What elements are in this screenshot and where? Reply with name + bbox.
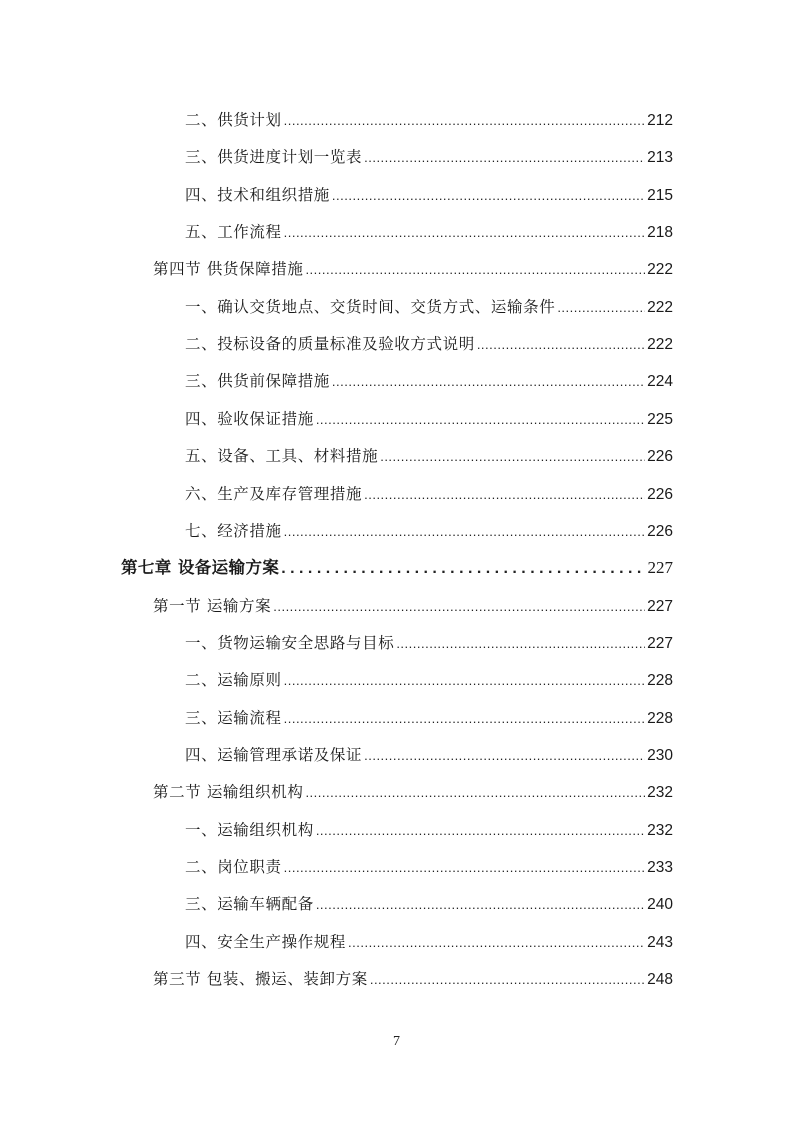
toc-entry-item[interactable] [0, 854, 673, 880]
toc-entry-item[interactable] [0, 443, 673, 469]
toc-entry-page-number: 222 [647, 336, 673, 354]
toc-entry-title: 第三节 包装、搬运、装卸方案 [153, 970, 368, 989]
toc-entry-page-number: 213 [647, 149, 673, 167]
toc-entry-title: 六、生产及库存管理措施 [185, 484, 363, 503]
toc-entry-title: 一、运输组织机构 [185, 820, 314, 839]
dot-leader [396, 631, 645, 657]
dot-leader [364, 145, 645, 171]
toc-entry-page-number: 227 [647, 558, 673, 578]
toc-entry-page-number: 222 [647, 298, 673, 316]
toc-entry-title: 一、确认交货地点、交货时间、交货方式、运输条件 [185, 297, 556, 316]
toc-entry-page-number: 227 [647, 597, 673, 615]
dot-leader [305, 257, 645, 283]
toc-entry-title: 五、工作流程 [185, 223, 282, 242]
dot-leader [284, 108, 645, 134]
dot-leader [380, 444, 645, 470]
toc-entry-title: 三、运输流程 [185, 708, 282, 727]
toc-entry-item[interactable] [0, 518, 673, 544]
toc-entry-section[interactable] [0, 593, 673, 619]
dot-leader [284, 220, 645, 246]
toc-entry-page-number: 215 [647, 186, 673, 204]
toc-entry-page-number: 243 [647, 933, 673, 951]
toc-entry-page-number: 226 [647, 522, 673, 540]
toc-entry-page-number: 228 [647, 709, 673, 727]
dot-leader [364, 482, 645, 508]
toc-entry-title: 四、技术和组织措施 [185, 185, 330, 204]
dot-leader [284, 668, 645, 694]
toc-entry-title: 第四节 供货保障措施 [153, 260, 304, 279]
dot-leader [316, 892, 645, 918]
toc-entry-page-number: 218 [647, 224, 673, 242]
dot-leader [273, 594, 645, 620]
toc-entry-item[interactable] [0, 630, 673, 656]
dot-leader [316, 407, 645, 433]
toc-entry-page-number: 222 [647, 261, 673, 279]
dot-leader [477, 332, 645, 358]
toc-entry-item[interactable] [0, 182, 673, 208]
toc-entry-title: 三、供货进度计划一览表 [185, 148, 363, 167]
dot-leader [316, 818, 645, 844]
toc-entry-item[interactable] [0, 929, 673, 955]
toc-entry-title: 二、投标设备的质量标准及验收方式说明 [185, 335, 475, 354]
toc-entry-section[interactable] [0, 779, 673, 805]
dot-leader [284, 519, 645, 545]
toc-entry-chapter[interactable] [0, 555, 673, 581]
toc-entry-title: 七、经济措施 [185, 521, 282, 540]
toc-entry-title: 四、验收保证措施 [185, 409, 314, 428]
toc-entry-item[interactable] [0, 891, 673, 917]
dot-leader [557, 295, 645, 321]
toc-entry-page-number: 227 [647, 634, 673, 652]
dot-leader [370, 967, 645, 993]
toc-entry-item[interactable] [0, 107, 673, 133]
dot-leader [281, 556, 645, 582]
toc-entry-item[interactable] [0, 705, 673, 731]
page-number: 7 [393, 1034, 400, 1049]
toc-entry-page-number: 226 [647, 485, 673, 503]
toc-entry-page-number: 240 [647, 896, 673, 914]
toc-entry-page-number: 225 [647, 410, 673, 428]
toc-entry-title: 四、运输管理承诺及保证 [185, 745, 363, 764]
toc-entry-title: 第一节 运输方案 [153, 596, 272, 615]
toc-entry-item[interactable] [0, 481, 673, 507]
dot-leader [284, 855, 645, 881]
toc-entry-title: 第七章 设备运输方案 [121, 558, 280, 578]
toc-entry-title: 二、供货计划 [185, 111, 282, 129]
toc-entry-title: 四、安全生产操作规程 [185, 932, 347, 951]
toc-entry-title: 二、岗位职责 [185, 858, 282, 876]
dot-leader [305, 780, 645, 806]
toc-entry-item[interactable] [0, 294, 673, 320]
toc-entry-page-number: 232 [647, 821, 673, 839]
toc-entry-section[interactable] [0, 966, 673, 992]
toc-entry-page-number: 224 [647, 373, 673, 391]
toc-entry-page-number: 232 [647, 784, 673, 802]
toc-entry-item[interactable] [0, 817, 673, 843]
toc-entry-title: 三、运输车辆配备 [185, 895, 314, 914]
toc-entry-title: 第二节 运输组织机构 [153, 783, 304, 802]
toc-entry-item[interactable] [0, 406, 673, 432]
toc-entry-item[interactable] [0, 219, 673, 245]
toc-entry-title: 二、运输原则 [185, 671, 282, 690]
dot-leader [284, 706, 645, 732]
toc-entry-page-number: 228 [647, 672, 673, 690]
toc-entry-title: 五、设备、工具、材料措施 [185, 447, 379, 466]
dot-leader [348, 930, 645, 956]
toc-entry-item[interactable] [0, 144, 673, 170]
toc-entry-title: 一、货物运输安全思路与目标 [185, 633, 395, 652]
dot-leader [364, 743, 645, 769]
dot-leader [332, 183, 645, 209]
toc-entry-item[interactable] [0, 742, 673, 768]
toc-entry-title: 三、供货前保障措施 [185, 372, 330, 391]
toc-entry-item[interactable] [0, 368, 673, 394]
dot-leader [332, 369, 645, 395]
toc-entry-item[interactable] [0, 667, 673, 693]
toc-entry-page-number: 230 [647, 746, 673, 764]
toc-entry-page-number: 233 [647, 859, 673, 876]
toc-entry-page-number: 248 [647, 971, 673, 989]
toc-entry-page-number: 226 [647, 448, 673, 466]
toc-entry-section[interactable] [0, 256, 673, 282]
toc-entry-page-number: 212 [647, 112, 673, 129]
toc-entry-item[interactable] [0, 331, 673, 357]
